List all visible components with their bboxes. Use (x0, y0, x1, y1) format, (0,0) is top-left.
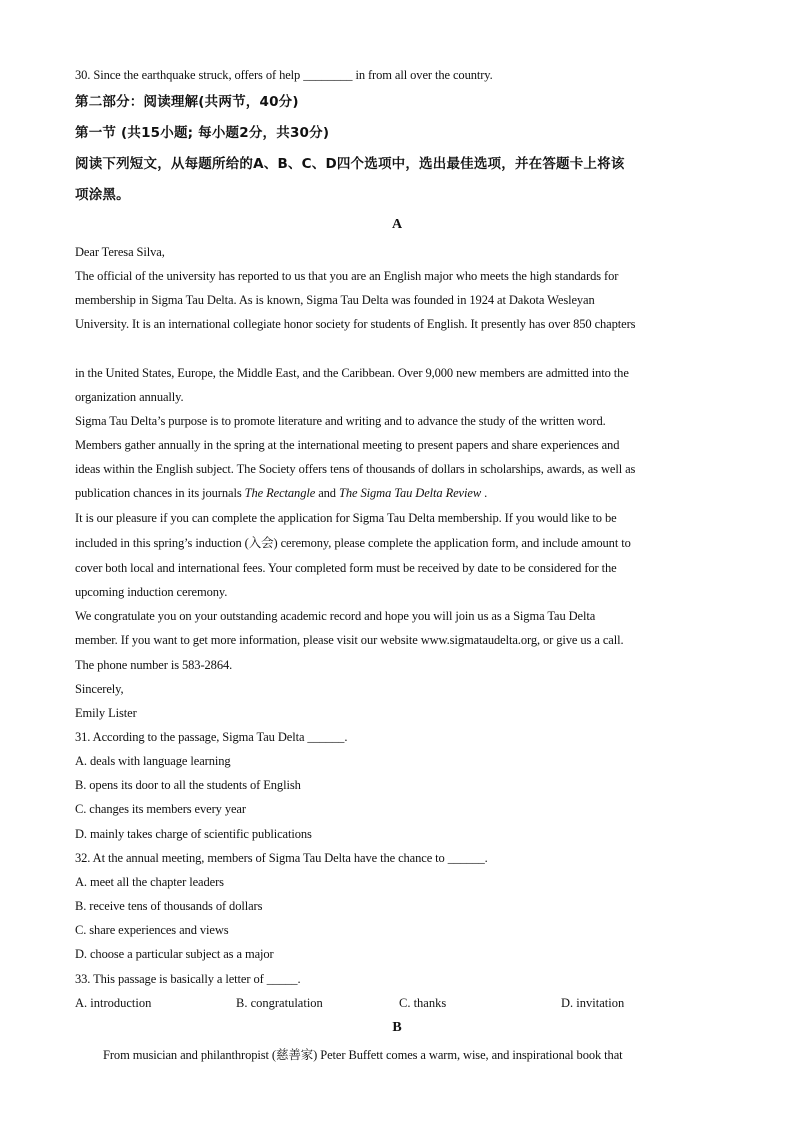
passage-a-line: organization annually. (75, 390, 184, 404)
question-30: 30. Since the earthquake struck, offers of help ________ in from all over the country. (75, 68, 493, 82)
letter-salutation: Dear Teresa Silva, (75, 245, 165, 259)
question-32-option-c: C. share experiences and views (75, 923, 229, 937)
passage-a-line: cover both local and international fees. Your completed form must be received by date to be considered for the (75, 561, 617, 575)
question-33-option-a: A. introduction (75, 996, 152, 1010)
question-32-option-b: B. receive tens of thousands of dollars (75, 899, 263, 913)
journal-title: The Sigma Tau Delta Review (339, 486, 482, 500)
passage-a-line: University. It is an international collegiate honor society for students of English. It presently has over 850 chapters (75, 317, 636, 331)
publication-text: . (481, 486, 488, 500)
passage-a-line: We congratulate you on your outstanding academic record and hope you will join us as a Sigma Tau Delta (75, 609, 596, 623)
passage-a-line: Members gather annually in the spring at the international meeting to present papers and share experiences and (75, 438, 620, 452)
question-31-option-d: D. mainly takes charge of scientific publications (75, 827, 312, 841)
question-33-option-b: B. congratulation (236, 996, 323, 1010)
passage-b-first-line: From musician and philanthropist (慈善家) Peter Buffett comes a warm, wise, and inspirational book that (103, 1048, 623, 1062)
passage-a-line: upcoming induction ceremony. (75, 585, 228, 599)
question-33-stem: 33. This passage is basically a letter of _____. (75, 972, 301, 986)
part-2-title: 第二部分：阅读理解(共两节，40分) (75, 94, 299, 110)
question-32-option-a: A. meet all the chapter leaders (75, 875, 224, 889)
journal-title: The Rectangle (244, 486, 316, 500)
publication-text: and (315, 486, 339, 500)
question-33-option-d: D. invitation (561, 996, 625, 1010)
question-31-stem: 31. According to the passage, Sigma Tau Delta ______. (75, 730, 348, 744)
passage-a-publication-line (75, 485, 487, 501)
instructions-line-1: 阅读下列短文，从每题所给的A、B、C、D四个选项中，选出最佳选项，并在答题卡上将该 (75, 156, 625, 172)
passage-a-heading: A (391, 217, 402, 232)
passage-a-line: The phone number is 583-2864. (75, 658, 233, 672)
passage-a-line: in the United States, Europe, the Middle East, and the Caribbean. Over 9,000 new members are admitted into the (75, 366, 629, 380)
question-31-option-b: B. opens its door to all the students of English (75, 778, 301, 792)
passage-a-line: It is our pleasure if you can complete the application for Sigma Tau Delta membership. If you would like to be (75, 511, 617, 525)
question-31-option-c: C. changes its members every year (75, 802, 246, 816)
question-32-option-d: D. choose a particular subject as a major (75, 947, 274, 961)
passage-a-line: Sigma Tau Delta’s purpose is to promote literature and writing and to advance the study of the written word. (75, 414, 606, 428)
question-33-option-c: C. thanks (399, 996, 447, 1010)
passage-a-line: ideas within the English subject. The Society offers tens of thousands of dollars in scholarships, awards, as well as (75, 462, 636, 476)
letter-signature: Emily Lister (75, 706, 137, 720)
publication-text: publication chances in its journals (75, 486, 245, 500)
question-31-option-a: A. deals with language learning (75, 754, 231, 768)
passage-a-line: membership in Sigma Tau Delta. As is known, Sigma Tau Delta was founded in 1924 at Dakota Wesleyan (75, 293, 595, 307)
passage-b-heading: B (392, 1020, 402, 1035)
question-32-stem: 32. At the annual meeting, members of Sigma Tau Delta have the chance to ______. (75, 851, 488, 865)
passage-a-line: member. If you want to get more information, please visit our website www.sigmataudelta.org, or give us a call. (75, 633, 624, 647)
passage-a-line: The official of the university has reported to us that you are an English major who meets the high standards for (75, 269, 619, 283)
passage-a-line: included in this spring’s induction (入会) ceremony, please complete the application form, and include amount to (75, 536, 631, 550)
section-1-title: 第一节 (共15小题; 每小题2分，共30分) (75, 125, 330, 141)
instructions-line-2: 项涂黑。 (75, 187, 130, 203)
letter-closing: Sincerely, (75, 682, 124, 696)
